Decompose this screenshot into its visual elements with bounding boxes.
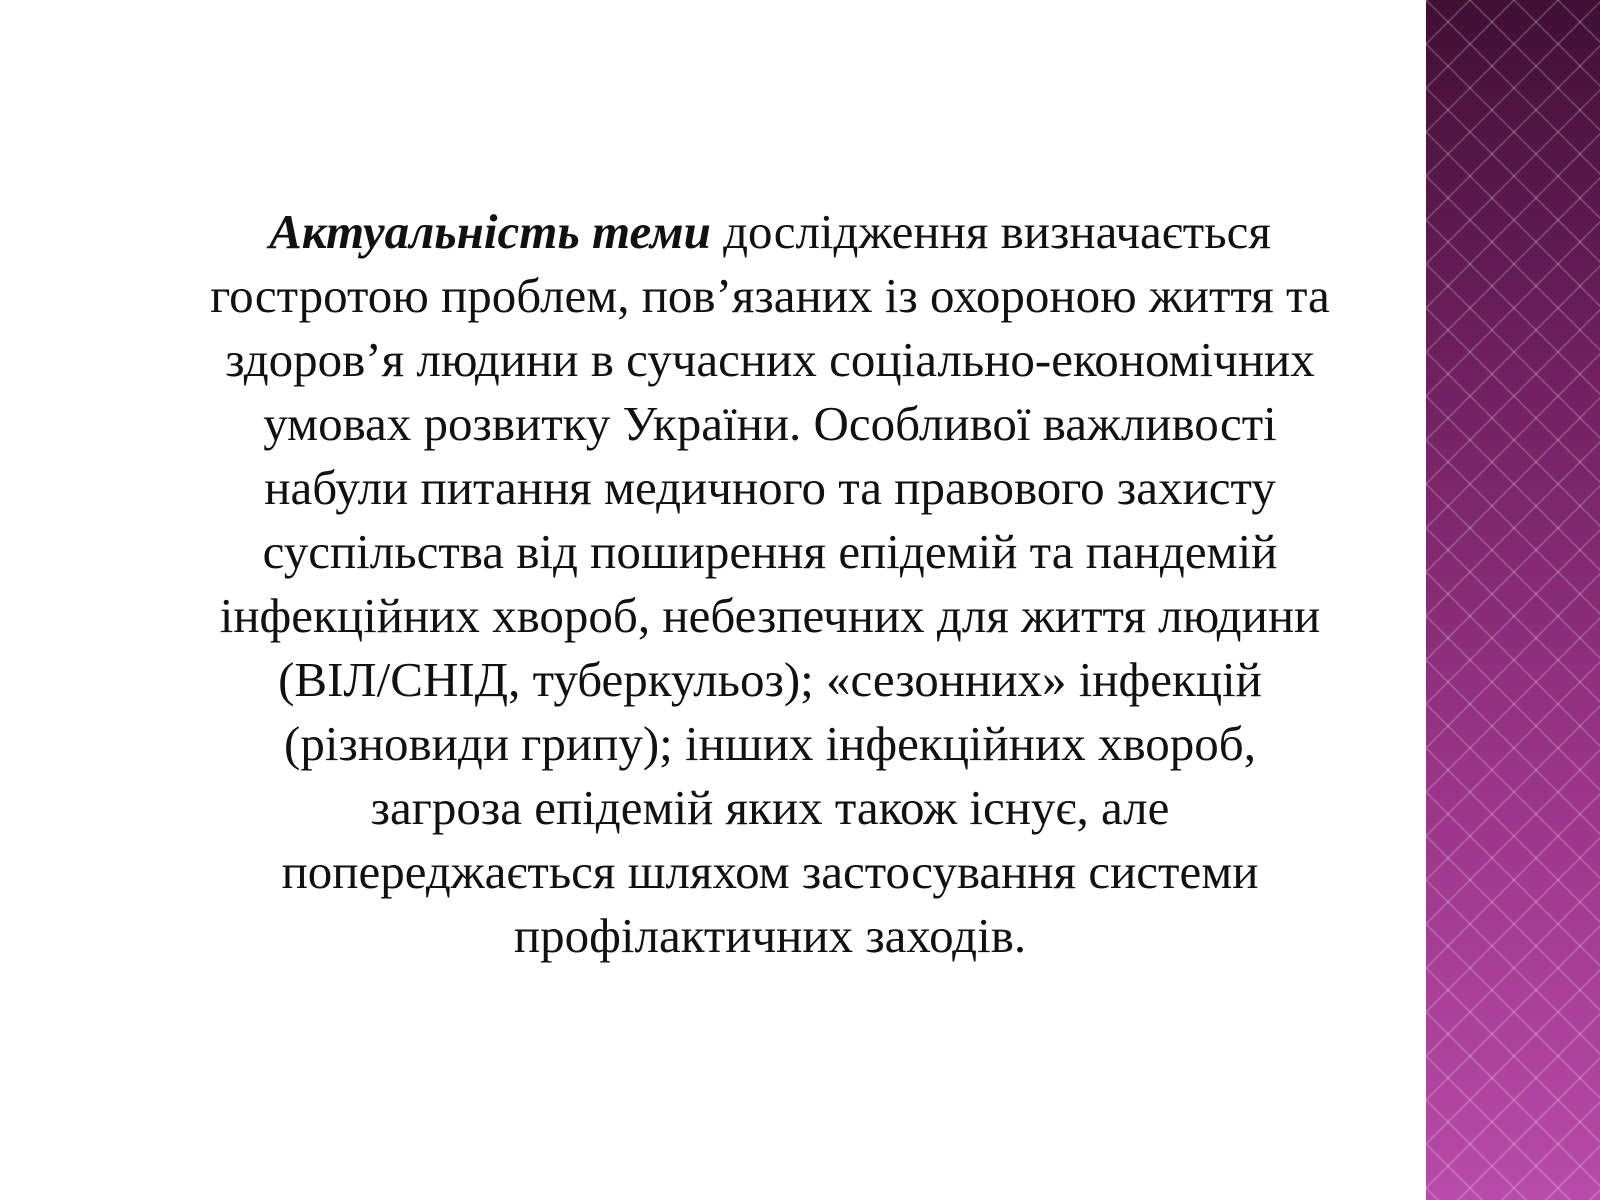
diamond-tile: [1470, 198, 1514, 242]
diamond-tile: [1426, 968, 1448, 1012]
diamond-tile: [1448, 132, 1492, 176]
text-line-5: набули питання медичного та правового захисту: [264, 460, 1276, 515]
diamond-tile: [1536, 1144, 1580, 1188]
diamond-tile: [1514, 0, 1558, 22]
diamond-tile: [1426, 748, 1448, 792]
diamond-tile: [1426, 836, 1448, 880]
diamond-tile: [1580, 836, 1600, 880]
diamond-tile: [1514, 242, 1558, 286]
diamond-tile: [1426, 484, 1448, 528]
diamond-tile: [1426, 0, 1448, 44]
diamond-tile: [1470, 154, 1514, 198]
diamond-tile: [1580, 132, 1600, 176]
diamond-tile: [1426, 880, 1448, 924]
diamond-tile: [1426, 660, 1448, 704]
diamond-tile: [1448, 1100, 1492, 1144]
diamond-tile: [1580, 1144, 1600, 1188]
diamond-tile: [1470, 242, 1514, 286]
diamond-tile: [1558, 198, 1600, 242]
diamond-tile: [1448, 352, 1492, 396]
diamond-tile: [1492, 396, 1536, 440]
diamond-tile: [1426, 418, 1470, 462]
diamond-tile: [1558, 990, 1600, 1034]
diamond-tile: [1426, 550, 1470, 594]
diamond-tile: [1514, 198, 1558, 242]
diamond-tile: [1580, 440, 1600, 484]
diamond-tile: [1536, 1100, 1580, 1144]
diamond-tile: [1426, 198, 1470, 242]
diamond-tile: [1426, 902, 1470, 946]
diamond-tile: [1448, 0, 1492, 44]
text-line-8: (ВІЛ/СНІД, туберкульоз); «сезонних» інфекцій: [278, 652, 1262, 707]
diamond-tile: [1580, 308, 1600, 352]
diamond-tile: [1580, 176, 1600, 220]
text-line-1: [150, 200, 1390, 264]
diamond-tile: [1536, 924, 1580, 968]
diamond-tile: [1580, 0, 1600, 44]
diamond-tile: [1558, 506, 1600, 550]
diamond-tile: [1426, 132, 1448, 176]
diamond-tile: [1492, 0, 1536, 44]
diamond-tile: [1514, 726, 1558, 770]
diamond-tile: [1492, 968, 1536, 1012]
diamond-tile: [1448, 484, 1492, 528]
diamond-tile: [1426, 44, 1448, 88]
diamond-tile: [1426, 506, 1470, 550]
text-line-9: (різновиди грипу); інших інфекційних хвороб,: [284, 716, 1256, 771]
diamond-tile: [1470, 726, 1514, 770]
text-line-10: загроза епідемій яких також існує, але: [370, 780, 1170, 835]
diamond-tile: [1514, 682, 1558, 726]
diamond-tile: [1448, 308, 1492, 352]
diamond-tile: [1580, 264, 1600, 308]
diamond-tile: [1558, 330, 1600, 374]
diamond-tile: [1426, 352, 1448, 396]
diamond-tile: [1426, 814, 1470, 858]
diamond-tile: [1448, 660, 1492, 704]
diamond-tile: [1558, 814, 1600, 858]
text-line-1-rest: дослідження визначається: [710, 204, 1271, 259]
diamond-tile: [1580, 968, 1600, 1012]
diamond-tile: [1448, 88, 1492, 132]
diamond-tile: [1448, 528, 1492, 572]
diamond-tile: [1426, 726, 1470, 770]
diamond-tile: [1536, 1188, 1580, 1200]
diamond-tile: [1580, 616, 1600, 660]
diamond-tile: [1580, 396, 1600, 440]
diamond-tile: [1580, 1188, 1600, 1200]
diamond-tile: [1426, 594, 1470, 638]
diamond-tile: [1558, 638, 1600, 682]
diamond-tile: [1536, 704, 1580, 748]
diamond-tile: [1470, 902, 1514, 946]
diamond-tile: [1580, 660, 1600, 704]
diamond-tile: [1470, 550, 1514, 594]
diamond-tile: [1426, 154, 1470, 198]
diamond-tile: [1492, 352, 1536, 396]
diamond-tile: [1558, 418, 1600, 462]
diamond-tile: [1448, 924, 1492, 968]
diamond-tile: [1448, 176, 1492, 220]
diamond-tile: [1470, 110, 1514, 154]
diamond-tile: [1558, 374, 1600, 418]
diamond-tile: [1536, 792, 1580, 836]
diamond-tile: [1448, 1144, 1492, 1188]
diamond-tile: [1580, 44, 1600, 88]
diamond-tile: [1580, 528, 1600, 572]
diamond-pattern: [1426, 0, 1600, 1200]
text-line-3: здоров’я людини в сучасних соціально-економічних: [225, 332, 1315, 387]
diamond-tile: [1492, 924, 1536, 968]
diamond-tile: [1426, 110, 1470, 154]
diamond-tile: [1426, 242, 1470, 286]
diamond-tile: [1536, 132, 1580, 176]
diamond-tile: [1448, 440, 1492, 484]
diamond-tile: [1492, 176, 1536, 220]
diamond-tile: [1492, 836, 1536, 880]
diamond-tile: [1580, 352, 1600, 396]
diamond-tile: [1470, 1122, 1514, 1166]
diamond-tile: [1580, 88, 1600, 132]
diamond-tile: [1426, 638, 1470, 682]
diamond-tile: [1492, 1144, 1536, 1188]
diamond-tile: [1558, 858, 1600, 902]
diamond-tile: [1580, 1012, 1600, 1056]
diamond-tile: [1470, 462, 1514, 506]
diamond-tile: [1426, 1012, 1448, 1056]
diamond-tile: [1492, 1012, 1536, 1056]
diamond-tile: [1492, 44, 1536, 88]
diamond-tile: [1470, 0, 1514, 22]
diamond-tile: [1558, 242, 1600, 286]
diamond-tile: [1426, 0, 1470, 22]
diamond-tile: [1448, 748, 1492, 792]
diamond-tile: [1514, 814, 1558, 858]
diamond-tile: [1514, 770, 1558, 814]
diamond-tile: [1448, 792, 1492, 836]
diamond-tile: [1426, 22, 1470, 66]
diamond-tile: [1580, 220, 1600, 264]
diamond-tile: [1448, 704, 1492, 748]
diamond-tile: [1536, 572, 1580, 616]
diamond-tile: [1536, 0, 1580, 44]
diamond-tile: [1536, 1012, 1580, 1056]
diamond-tile: [1492, 528, 1536, 572]
diamond-tile: [1448, 968, 1492, 1012]
diamond-tile: [1558, 1122, 1600, 1166]
diamond-tile: [1580, 1056, 1600, 1100]
diamond-tile: [1426, 264, 1448, 308]
diamond-tile: [1470, 638, 1514, 682]
diamond-tile: [1448, 572, 1492, 616]
diamond-tile: [1558, 1078, 1600, 1122]
diamond-tile: [1448, 396, 1492, 440]
diamond-tile: [1448, 616, 1492, 660]
diamond-tile: [1514, 946, 1558, 990]
diamond-tile: [1580, 924, 1600, 968]
diamond-tile: [1426, 858, 1470, 902]
diamond-tile: [1558, 1034, 1600, 1078]
diamond-tile: [1470, 770, 1514, 814]
text-line-4: умовах розвитку України. Особливої важливості: [263, 396, 1277, 451]
lead-phrase: Актуальність теми: [269, 204, 711, 259]
diamond-tile: [1536, 88, 1580, 132]
diamond-tile: [1514, 550, 1558, 594]
diamond-tile: [1426, 946, 1470, 990]
diamond-tile: [1426, 616, 1448, 660]
diamond-tile: [1536, 880, 1580, 924]
text-line-2: гостротою проблем, пов’язаних із охороною життя та: [210, 268, 1330, 323]
diamond-tile: [1492, 1188, 1536, 1200]
diamond-tile: [1426, 1056, 1448, 1100]
diamond-tile: [1426, 440, 1448, 484]
diamond-tile: [1492, 220, 1536, 264]
diamond-tile: [1470, 22, 1514, 66]
diamond-tile: [1492, 704, 1536, 748]
diamond-tile: [1470, 858, 1514, 902]
diamond-tile: [1536, 352, 1580, 396]
diamond-tile: [1426, 990, 1470, 1034]
diamond-tile: [1514, 990, 1558, 1034]
diamond-tile: [1426, 88, 1448, 132]
diamond-tile: [1470, 330, 1514, 374]
diamond-tile: [1426, 572, 1448, 616]
diamond-tile: [1514, 110, 1558, 154]
text-line-11: попереджається шляхом застосування системи: [281, 844, 1259, 899]
diamond-tile: [1448, 1012, 1492, 1056]
diamond-tile: [1426, 308, 1448, 352]
diamond-tile: [1426, 1100, 1448, 1144]
diamond-tile: [1580, 880, 1600, 924]
diamond-tile: [1470, 374, 1514, 418]
diamond-tile: [1514, 286, 1558, 330]
diamond-tile: [1492, 308, 1536, 352]
diamond-tile: [1426, 704, 1448, 748]
diamond-tile: [1426, 286, 1470, 330]
diamond-tile: [1536, 616, 1580, 660]
diamond-tile: [1558, 550, 1600, 594]
diamond-tile: [1426, 1188, 1448, 1200]
diamond-tile: [1514, 506, 1558, 550]
diamond-tile: [1426, 924, 1448, 968]
diamond-tile: [1536, 528, 1580, 572]
diamond-tile: [1470, 286, 1514, 330]
diamond-tile: [1492, 880, 1536, 924]
diamond-tile: [1492, 616, 1536, 660]
diamond-tile: [1492, 264, 1536, 308]
diamond-tile: [1514, 902, 1558, 946]
diamond-tile: [1470, 1034, 1514, 1078]
diamond-tile: [1492, 1100, 1536, 1144]
diamond-tile: [1514, 66, 1558, 110]
diamond-tile: [1470, 506, 1514, 550]
diamond-tile: [1492, 572, 1536, 616]
diamond-tile: [1536, 44, 1580, 88]
diamond-tile: [1426, 396, 1448, 440]
diamond-tile: [1426, 1078, 1470, 1122]
diamond-tile: [1492, 748, 1536, 792]
slide-body-text: [150, 200, 1390, 968]
diamond-tile: [1580, 484, 1600, 528]
diamond-tile: [1470, 66, 1514, 110]
diamond-tile: [1514, 1078, 1558, 1122]
diamond-tile: [1514, 594, 1558, 638]
diamond-tile: [1536, 264, 1580, 308]
diamond-tile: [1558, 0, 1600, 22]
diamond-tile: [1426, 770, 1470, 814]
text-line-6: суспільства від поширення епідемій та пандемій: [262, 524, 1278, 579]
diamond-tile: [1558, 462, 1600, 506]
diamond-tile: [1448, 264, 1492, 308]
diamond-tile: [1514, 418, 1558, 462]
decorative-side-band: [1426, 0, 1600, 1200]
diamond-tile: [1514, 858, 1558, 902]
diamond-tile: [1492, 484, 1536, 528]
diamond-tile: [1514, 462, 1558, 506]
diamond-tile: [1580, 748, 1600, 792]
diamond-tile: [1514, 374, 1558, 418]
diamond-tile: [1536, 836, 1580, 880]
diamond-tile: [1558, 22, 1600, 66]
diamond-tile: [1470, 594, 1514, 638]
diamond-tile: [1536, 1056, 1580, 1100]
diamond-tile: [1536, 220, 1580, 264]
diamond-tile: [1426, 66, 1470, 110]
diamond-tile: [1426, 1122, 1470, 1166]
diamond-tile: [1558, 66, 1600, 110]
diamond-tile: [1426, 682, 1470, 726]
diamond-tile: [1536, 660, 1580, 704]
diamond-tile: [1448, 1056, 1492, 1100]
diamond-tile: [1536, 440, 1580, 484]
diamond-tile: [1492, 132, 1536, 176]
diamond-tile: [1536, 308, 1580, 352]
diamond-tile: [1536, 396, 1580, 440]
diamond-tile: [1536, 484, 1580, 528]
diamond-tile: [1558, 154, 1600, 198]
diamond-tile: [1492, 1056, 1536, 1100]
diamond-tile: [1580, 572, 1600, 616]
diamond-tile: [1514, 330, 1558, 374]
diamond-tile: [1558, 902, 1600, 946]
diamond-tile: [1492, 660, 1536, 704]
diamond-tile: [1470, 990, 1514, 1034]
diamond-tile: [1492, 440, 1536, 484]
diamond-tile: [1426, 374, 1470, 418]
diamond-tile: [1426, 1144, 1448, 1188]
diamond-tile: [1426, 528, 1448, 572]
diamond-tile: [1492, 792, 1536, 836]
diamond-tile: [1426, 176, 1448, 220]
diamond-tile: [1448, 880, 1492, 924]
diamond-tile: [1448, 44, 1492, 88]
diamond-tile: [1558, 110, 1600, 154]
diamond-tile: [1536, 968, 1580, 1012]
text-line-12: профілактичних заходів.: [513, 908, 1027, 963]
diamond-tile: [1514, 22, 1558, 66]
diamond-tile: [1558, 726, 1600, 770]
diamond-tile: [1558, 770, 1600, 814]
diamond-tile: [1558, 286, 1600, 330]
diamond-tile: [1426, 1034, 1470, 1078]
diamond-tile: [1514, 638, 1558, 682]
diamond-tile: [1448, 1188, 1492, 1200]
diamond-tile: [1558, 946, 1600, 990]
diamond-tile: [1580, 1100, 1600, 1144]
diamond-tile: [1536, 176, 1580, 220]
diamond-tile: [1558, 682, 1600, 726]
diamond-tile: [1514, 1122, 1558, 1166]
diamond-tile: [1514, 154, 1558, 198]
diamond-tile: [1426, 330, 1470, 374]
diamond-tile: [1580, 792, 1600, 836]
diamond-tile: [1426, 220, 1448, 264]
diamond-tile: [1470, 814, 1514, 858]
diamond-tile: [1492, 88, 1536, 132]
diamond-tile: [1448, 836, 1492, 880]
diamond-tile: [1426, 462, 1470, 506]
diamond-tile: [1470, 682, 1514, 726]
diamond-tile: [1580, 704, 1600, 748]
diamond-tile: [1514, 1034, 1558, 1078]
diamond-tile: [1470, 1078, 1514, 1122]
text-line-7: інфекційних хвороб, небезпечних для життя людини: [219, 588, 1321, 643]
diamond-tile: [1426, 792, 1448, 836]
diamond-tile: [1448, 220, 1492, 264]
diamond-tile: [1536, 748, 1580, 792]
diamond-tile: [1470, 946, 1514, 990]
diamond-tile: [1470, 418, 1514, 462]
diamond-tile: [1558, 594, 1600, 638]
